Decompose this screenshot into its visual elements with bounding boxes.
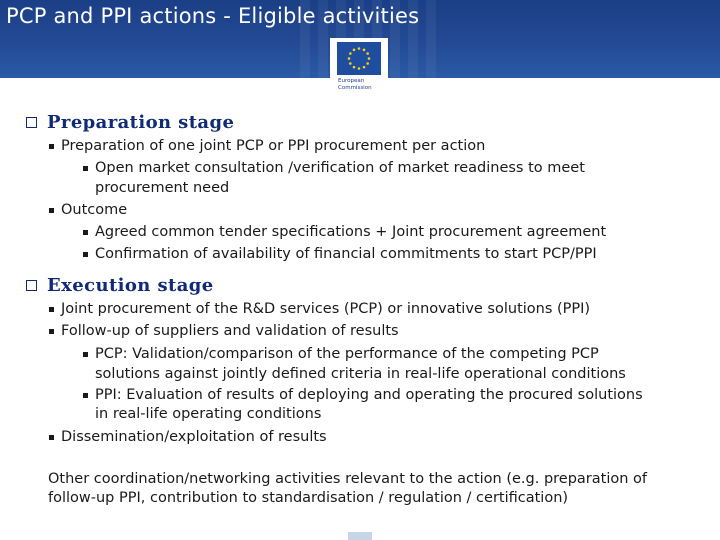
bullet-dissemination [61, 427, 327, 447]
eu-star-icon [348, 57, 351, 60]
logo-line-european: European [338, 78, 365, 84]
heading-text: Execution stage [47, 275, 214, 296]
logo-line-commission: Commission [338, 84, 372, 91]
bullet-preparation-one [61, 136, 485, 156]
eu-star-icon [349, 62, 352, 65]
square-bullet-icon [49, 329, 54, 334]
square-bullet-icon [83, 230, 88, 235]
logo-wordmark [338, 78, 372, 91]
section-heading-execution [26, 275, 214, 296]
square-bullet-icon [83, 166, 88, 171]
section-heading-preparation [26, 112, 234, 133]
eu-star-icon [368, 57, 371, 60]
other-activities-line-1: Other coordination/networking activities relevant to the action (e.g. preparation of [48, 471, 648, 487]
eu-star-icon [353, 49, 356, 52]
other-activities-line-2: follow-up PPI, contribution to standardisation / regulation / certification) [48, 490, 569, 506]
bullet-text: Agreed common tender specifications + Joint procurement agreement [95, 224, 607, 240]
bullet-pcp-validation [95, 344, 599, 364]
bullet-ppi-evaluation-cont [95, 404, 321, 424]
square-bullet-icon [49, 435, 54, 440]
square-bullet-icon [49, 208, 54, 213]
bullet-text: joint PCP or PPI procurement per action [194, 138, 486, 154]
square-bullet-icon [83, 252, 88, 257]
bullet-text: Dissemination/exploitation of results [61, 429, 327, 445]
bullet-outcome [61, 200, 127, 220]
eu-star-icon [366, 52, 369, 55]
eu-star-icon [358, 47, 361, 50]
square-bullet-icon [83, 352, 88, 357]
bullet-ppi-evaluation [95, 385, 643, 405]
european-commission-logo [330, 38, 388, 100]
square-bullet-icon [49, 144, 54, 149]
slide-title: PCP and PPI actions - Eligible activities [6, 4, 420, 28]
bullet-text: Joint procurement of the R&D services (PCP) or innovative solutions (PPI) [61, 301, 591, 317]
eu-star-icon [363, 49, 366, 52]
bullet-text: PPI: Evaluation of results of deploying and operating the procured solutions [95, 387, 643, 403]
eu-star-icon [366, 62, 369, 65]
bullet-text: Open market consultation /verification of market readiness to meet [95, 160, 585, 176]
square-bullet-icon [49, 307, 54, 312]
bullet-text: Confirmation of availability of financial commitments to start PCP/PPI [95, 246, 597, 262]
bullet-joint-procurement [61, 299, 590, 319]
bullet-text: Follow-up of suppliers and validation of results [61, 323, 399, 339]
bottom-decoration [348, 532, 372, 540]
bullet-follow-up-suppliers [61, 321, 399, 341]
checkbox-bullet-icon [26, 117, 37, 128]
bullet-pcp-validation-cont [95, 364, 626, 384]
eu-flag-icon [337, 42, 381, 75]
bullet-text: procurement need [95, 180, 230, 196]
bullet-text: Preparation of [61, 138, 168, 154]
heading-text: Preparation stage [47, 112, 235, 133]
eu-star-icon [363, 66, 366, 69]
emphasis-one: one [167, 138, 195, 154]
bullet-text: in real-life operating conditions [95, 406, 322, 422]
bullet-text: solutions against jointly defined criteria in real-life operational conditions [95, 366, 626, 382]
eu-star-icon [349, 52, 352, 55]
bullet-tender-specifications [95, 222, 606, 242]
bullet-open-market-consultation [95, 158, 585, 178]
checkbox-bullet-icon [26, 280, 37, 291]
bullet-financial-commitments [95, 244, 597, 264]
bullet-text: PCP: Validation/comparison of the performance of the competing PCP [95, 346, 599, 362]
eu-star-icon [358, 67, 361, 70]
square-bullet-icon [83, 393, 88, 398]
eu-star-icon [353, 66, 356, 69]
bullet-text: Outcome [61, 202, 128, 218]
bullet-open-market-consultation-cont [95, 178, 229, 198]
